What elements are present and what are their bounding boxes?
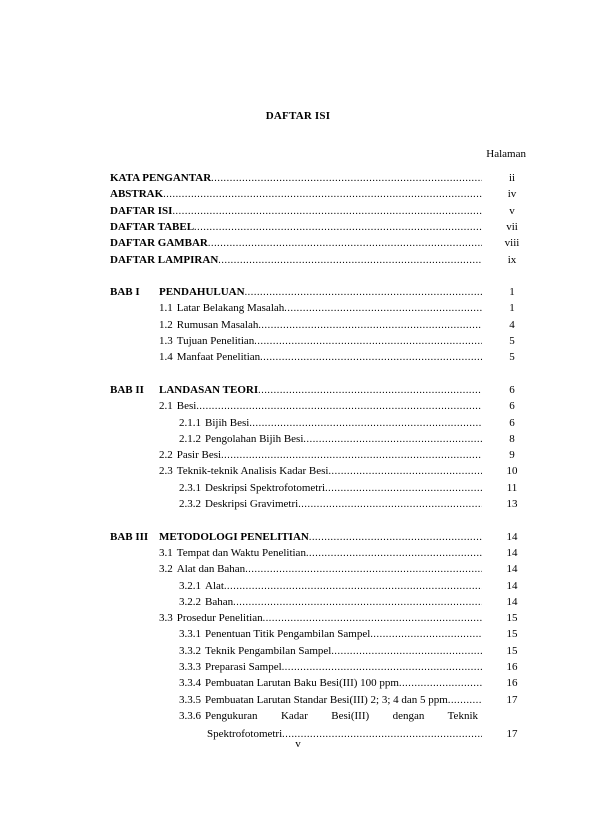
entry-text: Manfaat Penelitian <box>176 351 261 363</box>
entry-text: DAFTAR ISI <box>110 205 173 217</box>
entry-text: Alat dan Bahan <box>176 563 246 575</box>
entry-page: 6 <box>509 417 515 429</box>
leader-dots <box>284 301 482 317</box>
toc-front-entry <box>0 252 596 268</box>
entry-text: Prosedur Penelitian <box>176 612 263 624</box>
entry-number: 3.3.2 <box>179 645 201 657</box>
entry-text: DAFTAR GAMBAR <box>110 237 208 249</box>
leader-dots <box>218 253 482 269</box>
entry-number: 2.2 <box>159 449 173 461</box>
leader-dots <box>221 448 482 464</box>
leader-dots <box>172 204 482 220</box>
entry-text: Teknik-teknik Analisis Kadar Besi <box>176 465 329 477</box>
leader-dots <box>254 334 482 350</box>
entry-page: viii <box>504 237 520 249</box>
toc-sub-entry <box>0 496 596 512</box>
chapter-label: BAB I <box>110 286 140 298</box>
entry-page: 16 <box>506 677 518 689</box>
entry-number: 2.1.1 <box>179 417 201 429</box>
entry-number: 3.3 <box>159 612 173 624</box>
entry-page: 15 <box>506 628 518 640</box>
leader-dots <box>233 595 482 611</box>
toc-sub-entry <box>0 643 596 659</box>
entry-number: 3.2.1 <box>179 580 201 592</box>
toc-sub-entry <box>0 415 596 431</box>
leader-dots <box>208 236 482 252</box>
entry-page: 1 <box>509 302 515 314</box>
leader-dots <box>249 416 482 432</box>
toc-section-entry <box>0 398 596 414</box>
entry-page: 5 <box>509 335 515 347</box>
entry-number: 3.2 <box>159 563 173 575</box>
leader-dots <box>448 693 482 709</box>
entry-page: 14 <box>506 580 518 592</box>
entry-page: 4 <box>509 319 515 331</box>
entry-page: 11 <box>506 482 518 494</box>
toc-section-entry <box>0 447 596 463</box>
leader-dots <box>260 350 482 366</box>
entry-number: 3.3.5 <box>179 694 201 706</box>
toc-chapter-entry <box>0 529 596 545</box>
toc-front-entry <box>0 170 596 186</box>
leader-dots <box>370 627 482 643</box>
entry-text: Teknik Pengambilan Sampel <box>205 645 332 657</box>
entry-text: DAFTAR LAMPIRAN <box>110 254 219 266</box>
leader-dots <box>399 676 482 692</box>
entry-text: Besi <box>176 400 197 412</box>
leader-dots <box>298 497 482 513</box>
toc-sub-entry <box>0 480 596 496</box>
entry-page: 8 <box>509 433 515 445</box>
entry-page: 5 <box>509 351 515 363</box>
entry-number: 1.2 <box>159 319 173 331</box>
entry-page: 6 <box>509 400 515 412</box>
leader-dots <box>258 318 482 334</box>
entry-page: 17 <box>506 728 518 740</box>
chapter-label: BAB III <box>110 531 149 543</box>
toc-section-entry <box>0 333 596 349</box>
toc-section-entry <box>0 349 596 365</box>
entry-text: KATA PENGANTAR <box>110 172 212 184</box>
entry-text: Pengolahan Bijih Besi <box>205 433 304 445</box>
entry-text: Tujuan Penelitian <box>176 335 255 347</box>
entry-number: 1.3 <box>159 335 173 347</box>
entry-page: 15 <box>506 612 518 624</box>
page-title: DAFTAR ISI <box>265 110 331 122</box>
entry-text: Latar Belakang Masalah <box>176 302 285 314</box>
entry-text: Deskripsi Spektrofotometri <box>205 482 326 494</box>
leader-dots <box>306 546 482 562</box>
entry-page: vii <box>506 221 518 233</box>
toc-sub-entry <box>0 626 596 642</box>
toc-sub-entry <box>0 594 596 610</box>
entry-text: LANDASAN TEORI <box>159 384 259 396</box>
entry-text: Rumusan Masalah <box>176 319 259 331</box>
leader-dots <box>194 220 482 236</box>
chapter-label: BAB II <box>110 384 144 396</box>
toc-front-entry <box>0 186 596 202</box>
entry-page: ix <box>507 254 517 266</box>
entry-number: 1.4 <box>159 351 173 363</box>
entry-page: 6 <box>509 384 515 396</box>
page-number: v <box>295 738 301 750</box>
leader-dots <box>325 481 482 497</box>
toc-sub-entry <box>0 578 596 594</box>
entry-number: 3.3.1 <box>179 628 201 640</box>
entry-page: 16 <box>506 661 518 673</box>
toc-section-entry <box>0 545 596 561</box>
entry-text: METODOLOGI PENELITIAN <box>159 531 309 543</box>
entry-number: 3.1 <box>159 547 173 559</box>
leader-dots <box>309 530 482 546</box>
entry-number: 3.3.3 <box>179 661 201 673</box>
entry-number: 2.3.2 <box>179 498 201 510</box>
leader-dots <box>196 399 482 415</box>
entry-page: 1 <box>509 286 515 298</box>
entry-number: 3.2.2 <box>179 596 201 608</box>
toc-chapter-entry <box>0 382 596 398</box>
entry-page: iv <box>507 188 517 200</box>
entry-text: Pembuatan Larutan Baku Besi(III) 100 ppm <box>205 677 399 689</box>
entry-page: 14 <box>506 563 518 575</box>
toc-sub-entry <box>0 675 596 691</box>
toc-section-entry <box>0 300 596 316</box>
entry-page: ii <box>508 172 516 184</box>
toc-section-entry <box>0 561 596 577</box>
toc-sub-entry <box>0 659 596 675</box>
entry-text: Pembuatan Larutan Standar Besi(III) 2; 3; 4 dan 5 ppm <box>205 694 448 706</box>
page-column-header: Halaman <box>486 148 526 160</box>
leader-dots <box>263 611 482 627</box>
entry-text: ABSTRAK <box>110 188 164 200</box>
entry-page: 14 <box>506 547 518 559</box>
toc-section-entry <box>0 317 596 333</box>
leader-dots <box>163 187 482 203</box>
entry-text: Pengukuran Kadar Besi(III) dengan Teknik <box>205 710 478 722</box>
entry-text: DAFTAR TABEL <box>110 221 195 233</box>
entry-text: Tempat dan Waktu Penelitian <box>176 547 306 559</box>
leader-dots <box>245 285 482 301</box>
entry-page: 14 <box>506 531 518 543</box>
toc-sub-entry <box>0 692 596 708</box>
entry-number: 1.1 <box>159 302 173 314</box>
entry-text: Penentuan Titik Pengambilan Sampel <box>205 628 371 640</box>
entry-text: Bahan <box>205 596 234 608</box>
entry-page: 14 <box>506 596 518 608</box>
entry-text: Pasir Besi <box>176 449 222 461</box>
entry-page: v <box>509 205 515 217</box>
toc-section-entry <box>0 610 596 626</box>
leader-dots <box>258 383 482 399</box>
leader-dots <box>331 644 482 660</box>
toc-front-entry <box>0 203 596 219</box>
leader-dots <box>224 579 482 595</box>
toc-front-entry <box>0 219 596 235</box>
entry-number: 2.1.2 <box>179 433 201 445</box>
leader-dots <box>328 464 482 480</box>
toc-sub-entry <box>0 431 596 447</box>
entry-number: 2.3.1 <box>179 482 201 494</box>
entry-page: 15 <box>506 645 518 657</box>
entry-page: 17 <box>506 694 518 706</box>
entry-text: Bijih Besi <box>205 417 250 429</box>
toc-sub-entry <box>179 708 478 724</box>
entry-text: Deskripsi Gravimetri <box>205 498 299 510</box>
entry-number: 2.1 <box>159 400 173 412</box>
entry-page: 10 <box>506 465 518 477</box>
leader-dots <box>282 660 482 676</box>
entry-number: 3.3.4 <box>179 677 201 689</box>
entry-text: PENDAHULUAN <box>159 286 245 298</box>
leader-dots <box>245 562 482 578</box>
toc-section-entry <box>0 463 596 479</box>
leader-dots <box>303 432 482 448</box>
entry-number: 2.3 <box>159 465 173 477</box>
entry-number: 3.3.6 <box>179 710 201 722</box>
leader-dots <box>211 171 482 187</box>
entry-page: 9 <box>509 449 515 461</box>
entry-text: Spektrofotometri <box>207 728 283 740</box>
toc-chapter-entry <box>0 284 596 300</box>
entry-page: 13 <box>506 498 518 510</box>
entry-text: Alat <box>205 580 224 592</box>
entry-text: Preparasi Sampel <box>205 661 282 673</box>
toc-front-entry <box>0 235 596 251</box>
